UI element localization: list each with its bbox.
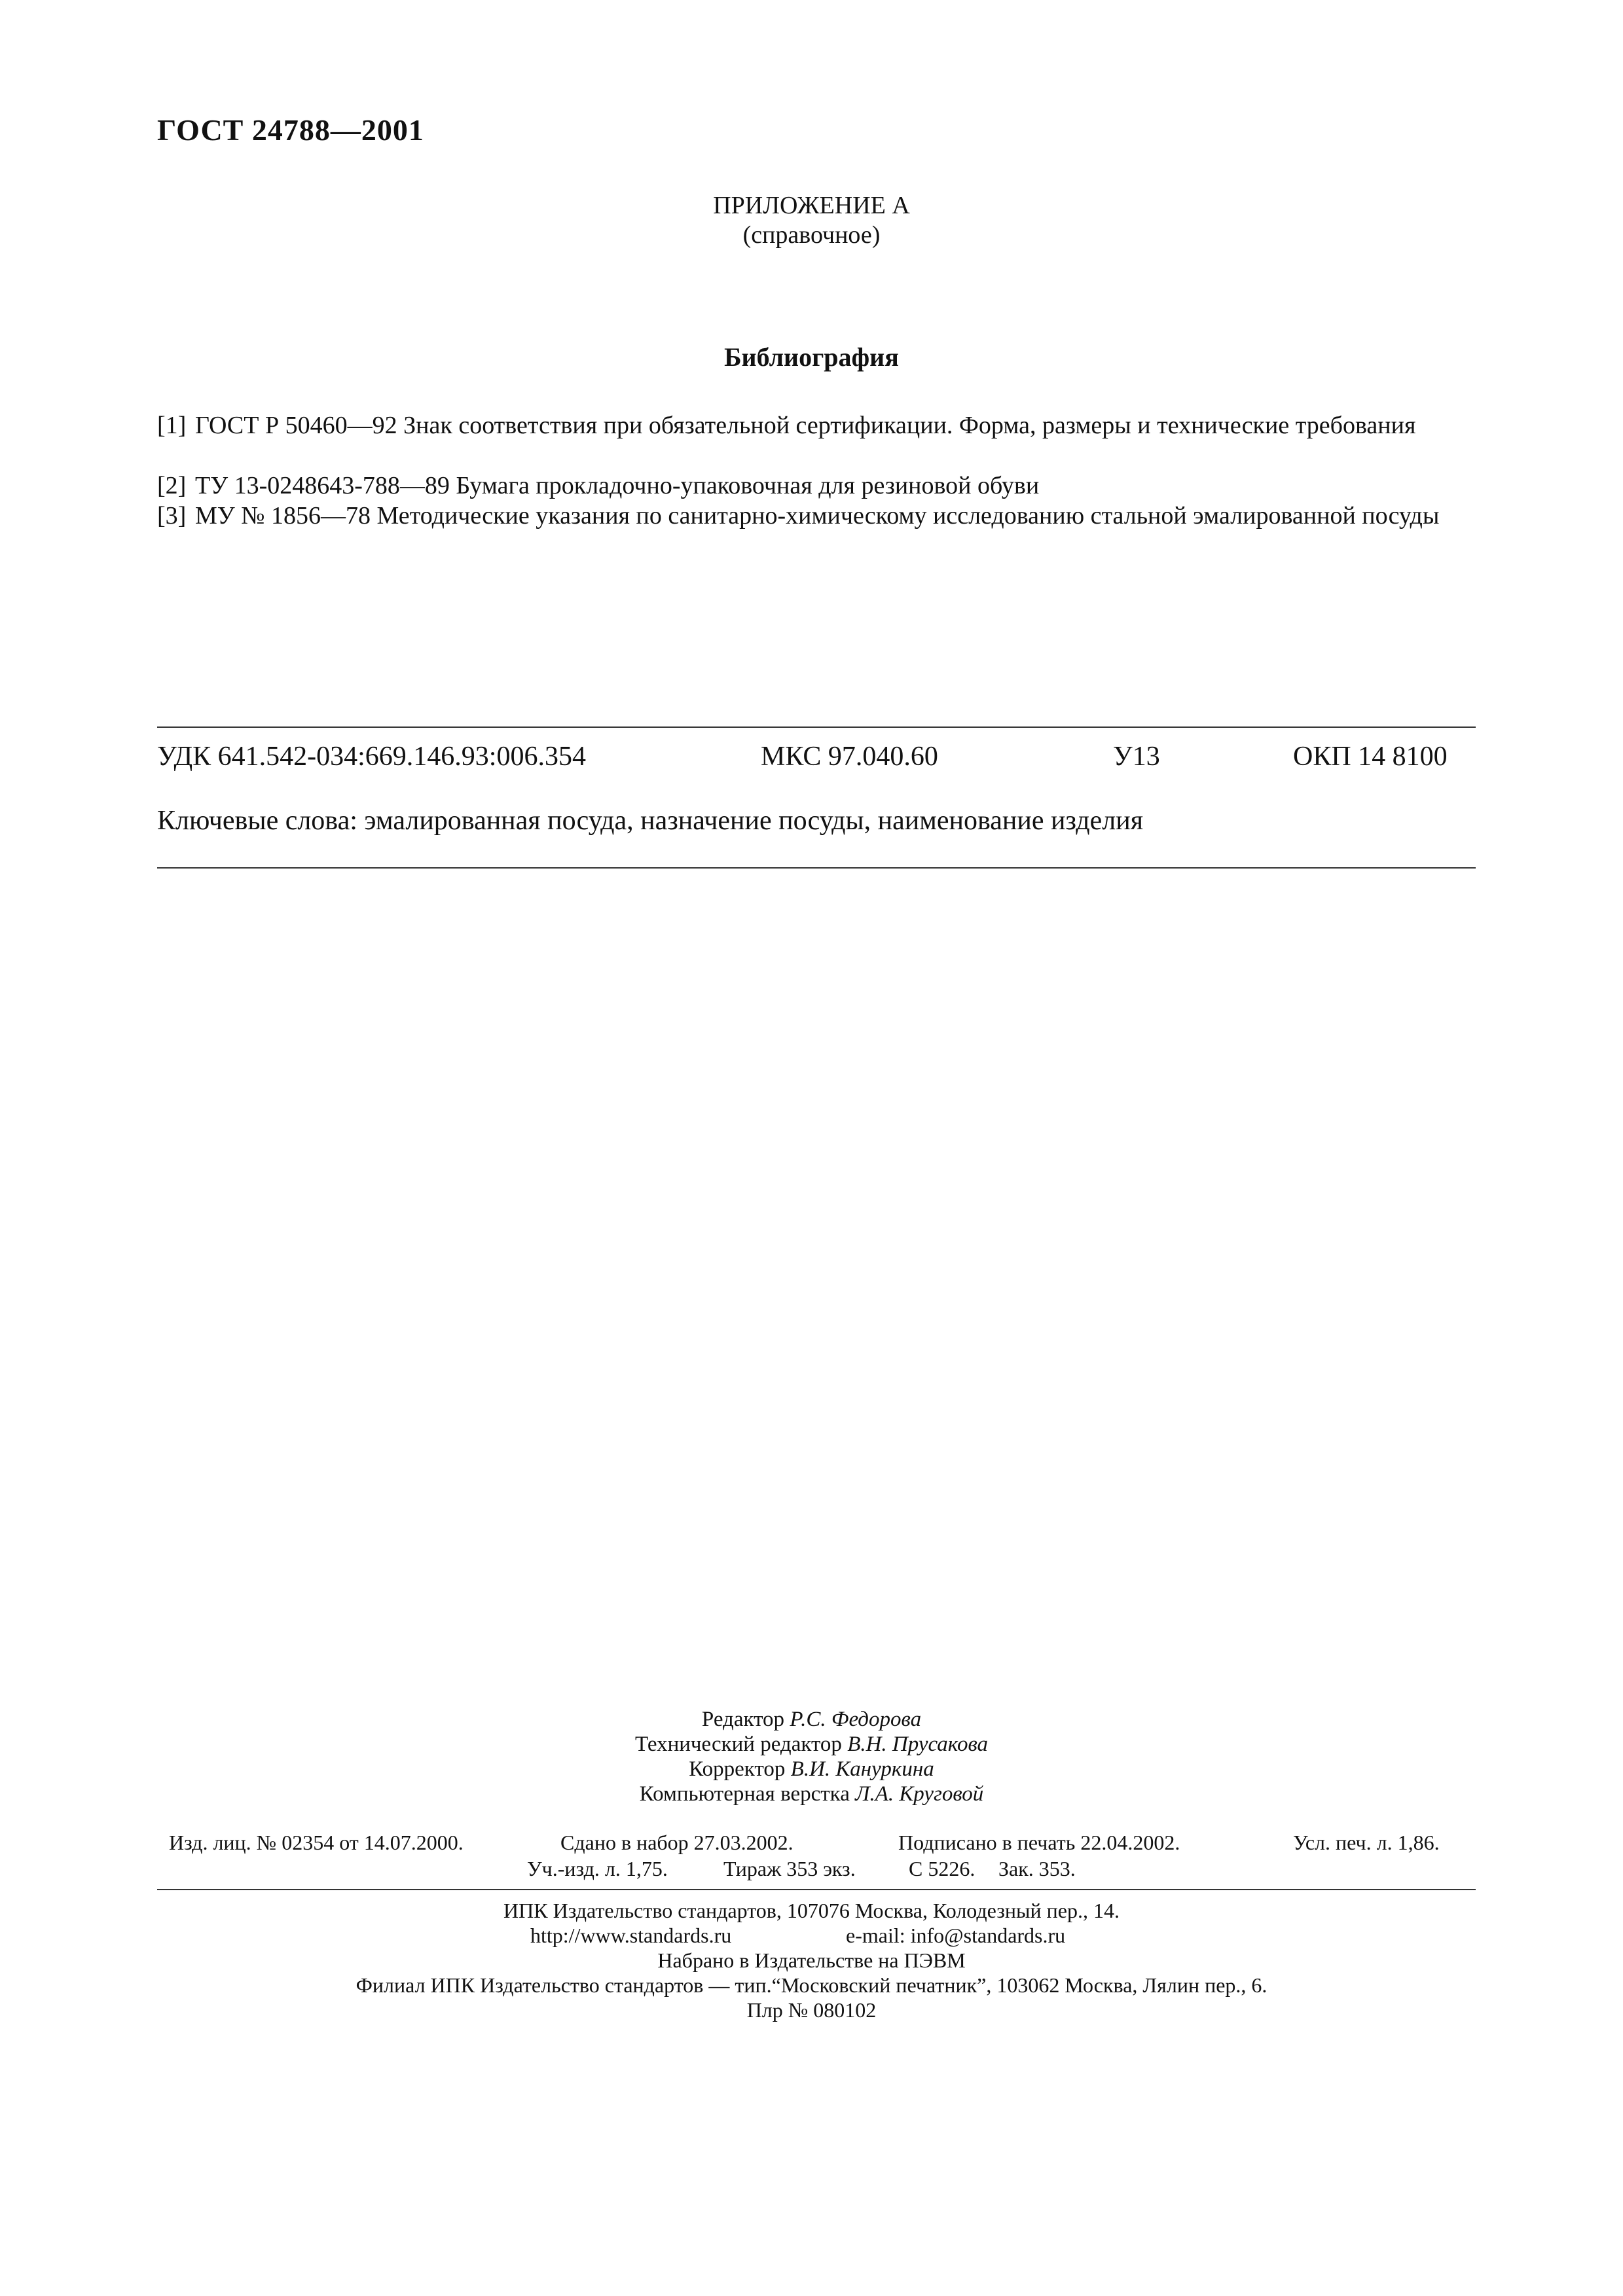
edition-sheets: Уч.-изд. л. 1,75. — [527, 1857, 668, 1880]
credit-name: В.Н. Прусакова — [847, 1732, 989, 1756]
publisher-website: http://www.standards.ru — [530, 1924, 732, 1947]
print-code: С 5226. — [909, 1857, 976, 1880]
keywords: Ключевые слова: эмалированная посуда, назначение посуды, наименование изделия — [157, 806, 1144, 836]
credit-name: В.И. Кануркина — [790, 1757, 934, 1781]
bibliography-ref-1 — [157, 411, 1476, 440]
publisher-email: e-mail: info@standards.ru — [846, 1924, 1066, 1947]
credit-corrector — [0, 1757, 1623, 1782]
udk-code: УДК 641.542-034:669.146.93:006.354 — [157, 742, 586, 772]
credit-role: Технический редактор — [634, 1732, 842, 1756]
print-license: Изд. лиц. № 02354 от 14.07.2000. — [169, 1831, 464, 1854]
order-number: Зак. 353. — [998, 1857, 1076, 1880]
divider-keywords — [157, 867, 1476, 869]
ref-text: ТУ 13-0248643-788—89 Бумага прокладочно-упаковочная для резиновой обуви — [195, 472, 1040, 499]
credit-editor — [0, 1707, 1623, 1732]
ref-text: ГОСТ Р 50460—92 Знак соответствия при обязательной сертификации. Форма, размеры и технические требования — [195, 412, 1416, 439]
appendix-title: ПРИЛОЖЕНИЕ А — [713, 192, 910, 219]
print-sheets: Усл. печ. л. 1,86. — [1293, 1831, 1440, 1854]
appendix-subtitle: (справочное) — [742, 221, 881, 249]
document-id: ГОСТ 24788—2001 — [157, 113, 424, 147]
credit-role: Редактор — [701, 1708, 785, 1731]
credit-role: Корректор — [689, 1757, 786, 1781]
publisher-address: ИПК Издательство стандартов, 107076 Москва, Колодезный пер., 14. — [503, 1899, 1120, 1922]
publisher-branch: Филиал ИПК Издательство стандартов — тип.“Московский печатник”, 103062 Москва, Лялин пер., 6. — [356, 1973, 1267, 1997]
group-code: У13 — [1113, 742, 1160, 772]
bibliography-ref-3 — [157, 501, 1476, 530]
ref-text: МУ № 1856—78 Методические указания по санитарно-химическому исследованию стальной эмалированной посуды — [195, 502, 1440, 529]
okp-code: ОКП 14 8100 — [1293, 742, 1448, 772]
credit-name: Л.А. Круговой — [855, 1782, 984, 1806]
print-signed-date: Подписано в печать 22.04.2002. — [898, 1831, 1180, 1854]
credit-tech-editor — [0, 1732, 1623, 1757]
mks-code: МКС 97.040.60 — [761, 742, 938, 772]
ref-number: [2] — [157, 472, 187, 499]
print-run: Тираж 353 экз. — [723, 1857, 856, 1880]
ref-number: [1] — [157, 412, 187, 439]
credit-name: Р.С. Федорова — [790, 1708, 922, 1731]
print-typeset-date: Сдано в набор 27.03.2002. — [560, 1831, 793, 1854]
divider-publisher — [157, 1889, 1476, 1890]
plr-number: Плр № 080102 — [746, 1998, 877, 2022]
credit-layout — [0, 1782, 1623, 1806]
bibliography-ref-2 — [157, 471, 1476, 500]
ref-number: [3] — [157, 502, 187, 529]
credit-role: Компьютерная верстка — [639, 1782, 850, 1806]
typeset-note: Набрано в Издательстве на ПЭВМ — [657, 1948, 966, 1972]
divider-top — [157, 726, 1476, 728]
bibliography-heading: Библиография — [724, 342, 899, 372]
